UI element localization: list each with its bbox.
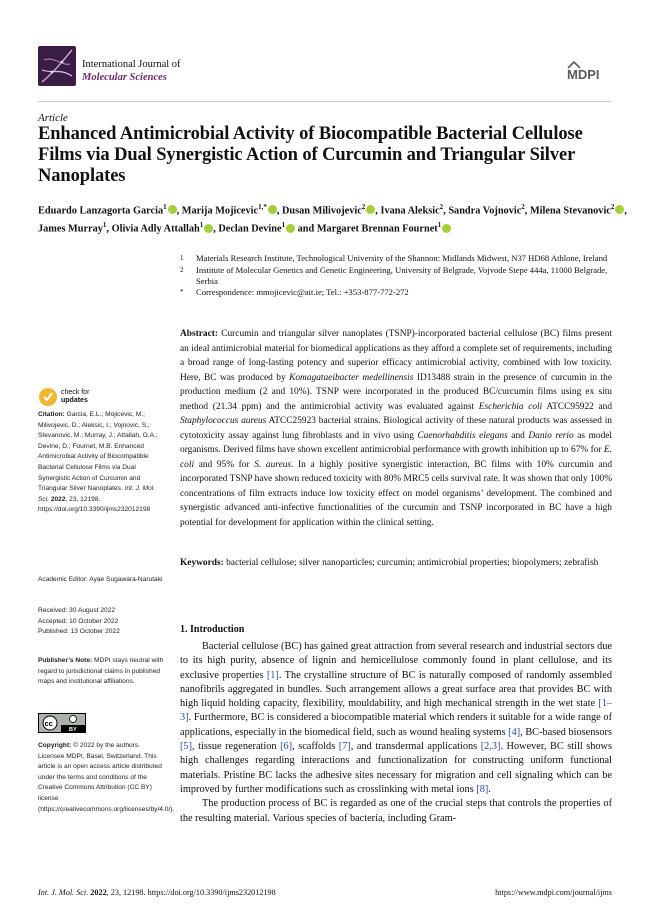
affiliation-2: 2 Institute of Molecular Genetics and Genetic Engineering, University of Belgrade, Vojvode Stepe 444a, 11000 Belgrade, Serbia	[180, 264, 608, 286]
accepted-date: Accepted: 10 October 2022	[38, 617, 119, 625]
author-name: James Murray	[38, 223, 103, 235]
citation-link[interactable]: [7]	[338, 741, 351, 753]
check-for-updates-badge[interactable]	[38, 387, 148, 407]
footer-citation: , 23, 12198. https://doi.org/10.3390/ijms232012198	[106, 888, 276, 897]
citation-link[interactable]: [4]	[508, 726, 521, 738]
citation-label: Citation:	[38, 411, 65, 418]
academic-editor: Academic Editor: Ayae Sugawara-Narutaki	[38, 576, 163, 583]
author-name: Olivia Adly Attallah	[111, 223, 200, 235]
dates	[38, 606, 166, 638]
affiliation-1: 1 Materials Research Institute, Technological University of the Shannon: Midlands Midwest, N37 HD68 Athlone, Ireland	[180, 253, 608, 263]
svg-text:cc: cc	[44, 719, 53, 728]
footer-journal: Int. J. Mol. Sci.	[38, 888, 89, 897]
cc-badge-text: BY	[69, 727, 77, 732]
introduction-paragraph-1: Bacterial cellulose (BC) has gained great attraction from several research and industrial sectors due to its high purity, absence of lignin and hemicellulose commonly found in plant cellulose, and its exclusive properties [1]. The crystalline structure of BC is naturally composed of randomly assembled nanofibrils aggregated in bundles. Such arrangement allows a great surface area that provides BC with high liquid holding capacity, flexibility, mouldability, and high mechanical strength in the wet state [1–3]. Furthermore, BC is considered a biocompatible material which renders it suitable for a wide range of applications, especially in the biomedical field, such as wound healing systems [4], BC-based biosensors [5], tissue regeneration [6], scaffolds [7], and transdermal applications [2,3]. However, BC still shows high challenges regarding interactions and functionalization for constructing uniform functional materials. Pristine BC lacks the adhesive sites necessary for migration and cell signaling which can be improved by further modifications such as crosslinking with metal ions [8].	[180, 641, 612, 795]
author-affiliation-mark: 2	[439, 203, 444, 211]
orcid-icon[interactable]	[168, 205, 177, 214]
journal-logo	[38, 46, 76, 86]
mdpi-logo	[566, 60, 616, 82]
dna-helix-icon	[38, 46, 76, 86]
copyright-text: © 2022 by the authors. Licensee MDPI, Basel, Switzerland. This article is an open access article distributed under the terms and conditions of the Creative Commons Attribution (CC BY) license (https://creativecommons.org/licenses/by/4.0/).	[38, 742, 175, 813]
journal-name	[82, 58, 181, 84]
citation-link[interactable]: [5]	[180, 741, 193, 753]
footer-journal-url[interactable]: https://www.mdpi.com/journal/ijms	[495, 888, 612, 897]
author-list: Eduardo Lanzagorta Garcia$^1$ , Marija Mojicevic$^{1,*}$ , Dusan Milivojevic$^2$ , Ivana Aleksic$^2$, Sandra Vojnovic$^2$, Milena Stevanovic$^2$ , James Murray$^1$, Olivia Adly Attallah$^1$ , Declan Devine$^1$ and Margaret Brennan Fournet$^1$	[38, 203, 627, 235]
citation-journal: Int. J. Mol. Sci.	[38, 485, 156, 503]
author-name: Declan Devine	[218, 223, 282, 235]
section-heading-introduction: 1. Introduction	[180, 624, 245, 635]
check-updates-line2: updates	[61, 397, 88, 404]
keywords-label: Keywords:	[180, 558, 224, 568]
citation-block	[38, 410, 166, 516]
orcid-icon[interactable]	[366, 205, 375, 214]
journal-name-line1: International Journal of	[82, 59, 181, 70]
published-date: Published: 13 October 2022	[38, 628, 120, 636]
author-name: Milena Stevanovic	[529, 205, 611, 217]
author-affiliation-mark: 2	[610, 203, 615, 211]
keywords	[180, 556, 612, 571]
introduction-paragraph-2: The production process of BC is regarded as one of the crucial steps that controls the properties of the resulting material. Various species of bacteria, including Gram-	[180, 798, 612, 824]
citation-tail: , 23, 12198. https://doi.org/10.3390/ijms232012198	[38, 495, 151, 514]
footer-year: 2022	[90, 888, 107, 897]
author-affiliation-mark: 1	[163, 203, 167, 211]
orcid-icon[interactable]	[204, 224, 213, 233]
publisher-note-label: Publisher’s Note:	[38, 657, 93, 664]
article-type: Article	[38, 112, 68, 124]
by-person-icon	[70, 716, 77, 723]
author-name: Ivana Aleksic	[380, 205, 440, 217]
article-title: Enhanced Antimicrobial Activity of Biocompatible Bacterial Cellulose Films via Dual Synergistic Action of Curcumin and Triangular Silver Nanoplates	[38, 124, 583, 186]
author-affiliation-mark: 1	[437, 221, 442, 230]
check-updates-icon	[38, 387, 58, 407]
correspondence: * Correspondence: mmojicevic@ait.ie; Tel.: +353-877-772-272	[180, 287, 409, 298]
copyright-label: Copyright:	[38, 742, 72, 749]
header-divider	[38, 101, 612, 102]
orcid-icon[interactable]	[442, 224, 451, 233]
author-name: Marija Mojicevic	[181, 205, 259, 217]
orcid-icon[interactable]	[268, 205, 277, 214]
cc-icon	[39, 714, 85, 732]
abstract-label: Abstract:	[180, 329, 219, 339]
introduction-body	[180, 640, 612, 826]
citation-year: 2022	[50, 495, 66, 503]
author-name: Margaret Brennan Fournet	[316, 223, 438, 235]
author-affiliation-mark: 2	[521, 203, 525, 211]
citation-link[interactable]: [1–3]	[180, 698, 612, 724]
page-footer	[38, 888, 612, 897]
copyright-block	[38, 741, 175, 815]
journal-name-line2: Molecular Sciences	[82, 72, 167, 83]
author-affiliation-mark: 1,*	[258, 203, 267, 211]
author-affiliation-mark: 1	[102, 221, 107, 230]
author-affiliation-mark: 2	[361, 203, 366, 211]
abstract: Abstract: Curcumin and triangular silver nanoplates (TSNP)-incorporated bacterial cellulose (BC) films present an ideal antimicrobial material for biomedical applications as they afford a complete set of requirements, including a broad range of long-lasting potency and superior efficacy antimicrobial activity, combined with low toxicity. Here, BC was produced by Komagataeibacter medellinensis ID13488 strain in the presence of curcumin in the production medium (2 and 10%). TSNP were incorporated in the produced BC/curcumin films using ex situ method (21.34 ppm) and the antimicrobial activity was evaluated against Escherichia coli ATCC95922 and Staphylococcus aureus ATCC25923 bacterial strains. Biological activity of these natural products was assessed in cytotoxicity assay against lung fibroblasts and in vivo using Caenorhabditis elegans and Danio rerio as model organisms. Derived films have shown excellent antimicrobial performance with growth inhibition up to 67% for E. coli and 95% for S. aureus. In a highly positive synergistic interaction, BC films with 10% curcumin and incorporated TSNP have shown reduced toxicity with 80% MRC5 cells survival rate. It was shown that only 100% concentrations of film extracts induce low toxicity effect on model organisms’ development. The combined and synergistic advanced anti-infective functionalities of the curcumin and TSNP incorporated in BC have a high potential for development for application within the clinical setting.	[180, 329, 613, 528]
author-conjunction: and	[297, 223, 315, 235]
received-date: Received: 30 August 2022	[38, 607, 115, 614]
publisher-note	[38, 656, 166, 688]
citation-text: Garcia, E.L.; Mojicevic, M.; Milivojevic, D.; Aleksic, I.; Vojnovic, S.; Stevanovic, M.; Murray, J.; Attallah, O.A.; Devine, D.; Fournet, M.B. Enhanced Antimicrobial Activity of Biocompatible Bacterial Cellulose Films via Dual Synergistic Action of Curcumin and Triangular Silver Nanoplates.	[38, 411, 158, 493]
author-affiliation-mark: 1	[281, 221, 286, 230]
check-updates-line1: check for	[61, 389, 90, 396]
orcid-icon[interactable]	[615, 205, 624, 214]
affiliations	[180, 253, 620, 299]
citation-link[interactable]: [6]	[280, 741, 293, 753]
citation-link[interactable]: [8]	[476, 783, 489, 795]
author-name: Eduardo Lanzagorta Garcia	[38, 205, 164, 217]
author-name: Sandra Vojnovic	[448, 205, 522, 217]
author-affiliation-mark: 1	[199, 221, 204, 230]
keywords-text: bacterial cellulose; silver nanoparticles; curcumin; antimicrobial properties; biopolymers; zebrafish	[226, 558, 599, 568]
citation-link[interactable]: [1]	[266, 669, 279, 681]
citation-link[interactable]: [2,3]	[480, 741, 501, 753]
orcid-icon[interactable]	[286, 224, 295, 233]
cc-by-license-badge[interactable]	[38, 713, 86, 733]
author-name: Dusan Milivojevic	[281, 205, 362, 217]
publisher-note-text: MDPI stays neutral with regard to jurisdictional claims in published maps and institutional affiliations.	[38, 657, 164, 686]
mdpi-logo-text: MDPI	[567, 67, 600, 82]
